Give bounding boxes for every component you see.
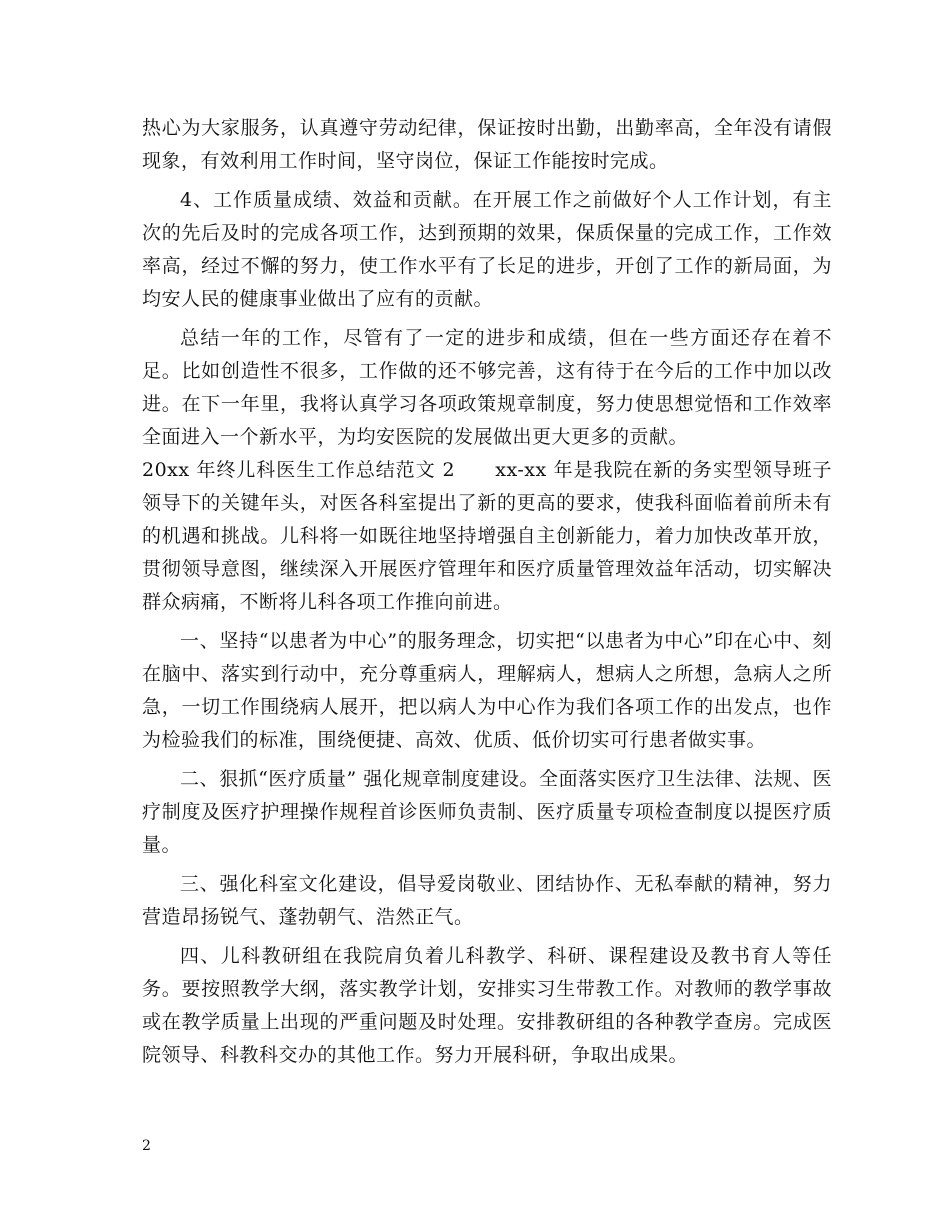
paragraph-4: 20xx 年终儿科医生工作总结范文 2 xx-xx 年是我院在新的务实型领导班子领导下的关键年头，对医各科室提出了新的更高的要求，使我科面临着前所未有的机遇和挑战。儿科将一如既往地坚持增强自主创新能力，着力加快改革开放，贯彻领导意图，继续深入开展医疗管理年和医疗质量管理效益年活动，切实解决群众病痛，不断将儿科各项工作推向前进。 [142, 459, 832, 613]
paragraph-3: 总结一年的工作，尽管有了一定的进步和成绩，但在一些方面还存在着不足。比如创造性不很多，工作做的还不够完善，这有待于在今后的工作中加以改进。在下一年里，我将认真学习各项政策规章制度，努力使思想觉悟和工作效率全面进入一个新水平，为均安医院的发展做出更大更多的贡献。 [142, 327, 832, 448]
document-body [142, 112, 832, 1072]
page-number: 2 [142, 1138, 151, 1154]
paragraph-8: 四、儿科教研组在我院肩负着儿科教学、科研、课程建设及教书育人等任务。要按照教学大纲，落实教学计划，安排实习生带教工作。对教师的教学事故或在教学质量上出现的严重问题及时处理。安排教研组的各种教学查房。完成医院领导、科教科交办的其他工作。努力开展科研，争取出成果。 [142, 945, 832, 1066]
paragraph-6: 二、狠抓“医疗质量” 强化规章制度建设。全面落实医疗卫生法律、法规、医疗制度及医疗护理操作规程首诊医师负责制、医疗质量专项检查制度以提医疗质量。 [142, 768, 832, 856]
paragraph-7: 三、强化科室文化建设，倡导爱岗敬业、团结协作、无私奉献的精神，努力营造昂扬锐气、蓬勃朝气、浩然正气。 [142, 873, 832, 928]
paragraph-2: 4、工作质量成绩、效益和贡献。在开展工作之前做好个人工作计划，有主次的先后及时的完成各项工作，达到预期的效果，保质保量的完成工作，工作效率高，经过不懈的努力，使工作水平有了长足的进步，开创了工作的新局面，为均安人民的健康事业做出了应有的贡献。 [142, 189, 832, 310]
paragraph-5: 一、坚持“以患者为中心”的服务理念，切实把“以患者为中心”印在心中、刻在脑中、落实到行动中，充分尊重病人，理解病人，想病人之所想，急病人之所急，一切工作围绕病人展开，把以病人为中心作为我们各项工作的出发点，也作为检验我们的标准，围绕便捷、高效、优质、低价切实可行患者做实事。 [142, 630, 832, 751]
paragraph-1: 热心为大家服务，认真遵守劳动纪律，保证按时出勤，出勤率高，全年没有请假现象，有效利用工作时间，坚守岗位，保证工作能按时完成。 [142, 117, 832, 172]
